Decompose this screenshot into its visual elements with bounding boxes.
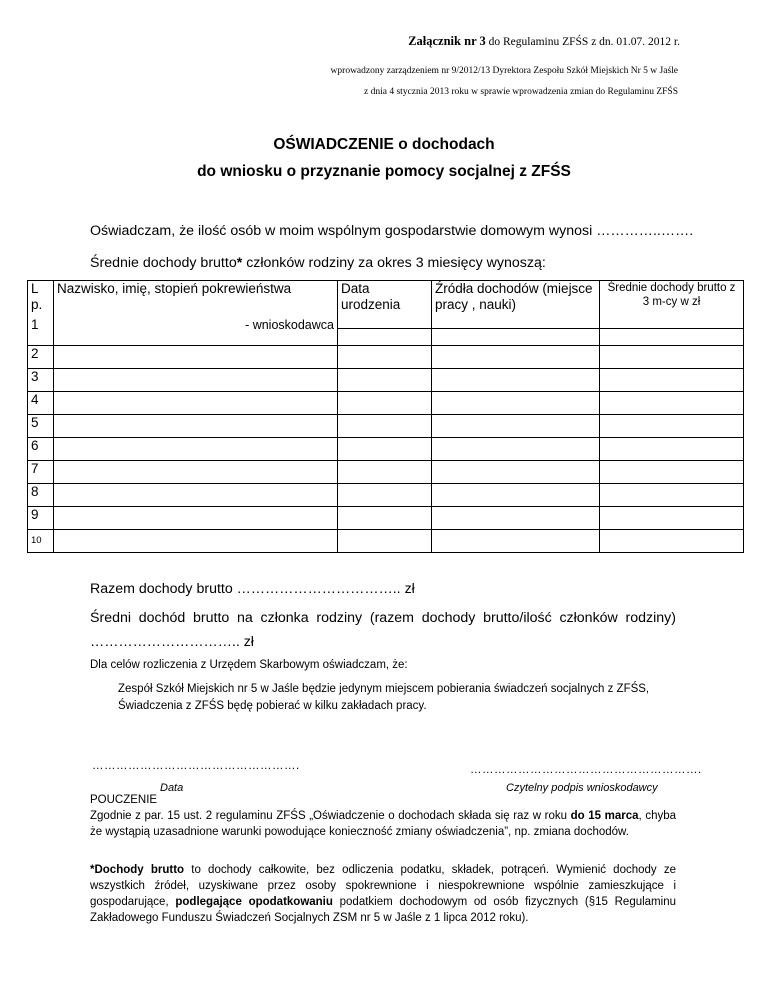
instruction-part2: , chyba że wystąpią uzasadnione warunki powodujące konieczność zmiany oświadczenia”, np. zmiana dochodów.: [90, 810, 677, 838]
average-income-cell[interactable]: [600, 506, 744, 529]
table-row: [28, 368, 744, 391]
income-source-cell[interactable]: [432, 437, 600, 460]
attachment-regulation: do Regulaminu ZFŚS z dn. 01.07. 2012 r.: [485, 36, 680, 48]
footnote: [90, 862, 676, 926]
average-income-cell[interactable]: [600, 483, 744, 506]
name-cell[interactable]: [54, 368, 338, 391]
birth-date-cell[interactable]: [338, 391, 432, 414]
name-cell[interactable]: [54, 345, 338, 368]
header-ordinance: wprowadzony zarządzeniem nr 9/2012/13 Dyrektora Zespołu Szkół Miejskich Nr 5 w Jaśle: [330, 66, 678, 76]
average-income-intro: [90, 255, 546, 271]
document-subtitle: do wniosku o przyznanie pomocy socjalnej z ZFŚS: [197, 163, 571, 180]
row-lp: 8: [28, 483, 54, 506]
table-row: [28, 329, 744, 346]
birth-date-cell[interactable]: [338, 368, 432, 391]
date-signature-line: …………………………………………….: [92, 760, 300, 772]
header-birth-label: Data urodzenia: [341, 281, 401, 312]
row-lp: 10: [28, 529, 54, 552]
table-row: [28, 437, 744, 460]
footnote-part1: to dochody całkowite, bez odliczenia podatku, składek, potrąceń. Wymienić dochody ze wszystkich źródeł, uzyskiwane przez osoby spokrewnione i niespokrewnione wspólnie zamieszkujące i gospodarujące,: [90, 864, 676, 908]
header-lp-label: L p.: [31, 281, 43, 312]
applicant-name-cell[interactable]: [54, 317, 338, 346]
income-source-cell[interactable]: [432, 506, 600, 529]
average-per-member-line: Średni dochód brutto na członka rodziny (razem dochody brutto/ilość członków rodziny): [90, 610, 676, 626]
birth-date-cell[interactable]: [338, 329, 432, 346]
footnote-term: *Dochody brutto: [90, 864, 185, 876]
instruction-text: [90, 808, 676, 840]
average-income-cell[interactable]: [600, 368, 744, 391]
table-row: [28, 483, 744, 506]
average-income-cell[interactable]: [600, 460, 744, 483]
table-row: [28, 529, 744, 552]
birth-date-cell[interactable]: [338, 506, 432, 529]
income-source-cell[interactable]: [432, 345, 600, 368]
row-lp: 7: [28, 460, 54, 483]
birth-date-cell[interactable]: [338, 483, 432, 506]
instruction-title: POUCZENIE: [90, 794, 158, 806]
household-size-statement: Oświadczam, że ilość osób w moim wspólnym gospodarstwie domowym wynosi …………..…….: [90, 223, 694, 239]
row-lp: 9: [28, 506, 54, 529]
benefit-options: [118, 681, 649, 715]
income-source-cell[interactable]: [432, 414, 600, 437]
average-income-cell[interactable]: [600, 529, 744, 552]
birth-date-cell[interactable]: [338, 345, 432, 368]
birth-date-cell[interactable]: [338, 437, 432, 460]
name-cell[interactable]: [54, 529, 338, 552]
row-lp: 2: [28, 345, 54, 368]
income-table: [27, 280, 744, 553]
footnote-taxable: podlegające opodatkowaniu: [175, 896, 333, 908]
average-per-member-value: ………………………….. zł: [90, 634, 254, 650]
name-cell[interactable]: [54, 391, 338, 414]
name-cell[interactable]: [54, 437, 338, 460]
signature-label: Czytelny podpis wnioskodawcy: [506, 782, 658, 794]
average-income-cell[interactable]: [600, 345, 744, 368]
header-birth-date: [338, 281, 432, 329]
applicant-signature-line: ………………………………………………….: [470, 764, 702, 776]
date-label: Data: [160, 782, 184, 794]
birth-date-cell[interactable]: [338, 460, 432, 483]
header-name-label: Nazwisko, imię, stopień pokrewieństwa: [57, 281, 292, 296]
row-lp: 6: [28, 437, 54, 460]
name-cell[interactable]: [54, 506, 338, 529]
table-row: [28, 345, 744, 368]
table-row: [28, 506, 744, 529]
row-lp: 1: [31, 316, 39, 332]
average-income-suffix: członków rodziny za okres 3 miesięcy wynoszą:: [242, 255, 546, 271]
header-date-line: z dnia 4 stycznia 2013 roku w sprawie wprowadzenia zmian do Regulaminu ZFŚS: [364, 87, 678, 97]
header-income-source: [432, 281, 600, 329]
average-income-cell[interactable]: [600, 329, 744, 346]
tax-office-statement: Dla celów rozliczenia z Urzędem Skarbowym oświadczam, że:: [90, 659, 408, 671]
average-income-prefix: Średnie dochody brutto: [90, 255, 237, 271]
income-source-cell[interactable]: [432, 460, 600, 483]
table-row: [28, 414, 744, 437]
option-single-employer: Zespół Szkół Miejskich nr 5 w Jaśle będzie jedynym miejscem pobierania świadczeń socjalnych z ZFŚS,: [118, 683, 650, 695]
birth-date-cell[interactable]: [338, 529, 432, 552]
instruction-part1: Zgodnie z par. 15 ust. 2 regulaminu ZFŚS „Oświadczenie o dochodach składa się raz w roku: [90, 810, 571, 822]
header-average-income: [600, 281, 744, 329]
footnote-part2: podatkiem dochodowym od osób fizycznych (§15 Regulaminu Zakładowego Funduszu Świadczeń Socjalnych ZSM nr 5 w Jaśle z 1 lipca 2012 roku).: [90, 896, 676, 924]
income-source-cell[interactable]: [432, 483, 600, 506]
header-source-label: Źródła dochodów (miejsce pracy , nauki): [435, 281, 593, 312]
instruction-deadline: do 15 marca: [570, 810, 639, 822]
income-source-cell[interactable]: [432, 391, 600, 414]
birth-date-cell[interactable]: [338, 414, 432, 437]
applicant-label: - wnioskodawca: [245, 317, 334, 332]
row-lp: 3: [28, 368, 54, 391]
row-lp: 5: [28, 414, 54, 437]
row-lp-cell: [28, 316, 54, 346]
row-lp: 4: [28, 391, 54, 414]
total-income-line: Razem dochody brutto …………………………….. zł: [90, 581, 415, 597]
footnote-star: *: [236, 255, 243, 271]
income-source-cell[interactable]: [432, 368, 600, 391]
attachment-header: [408, 34, 680, 49]
header-avg-label: Średnie dochody brutto z 3 m-cy w zł: [607, 282, 736, 308]
name-cell[interactable]: [54, 414, 338, 437]
attachment-number: Załącznik nr 3: [408, 34, 486, 48]
average-income-cell[interactable]: [600, 414, 744, 437]
income-source-cell[interactable]: [432, 329, 600, 346]
income-source-cell[interactable]: [432, 529, 600, 552]
name-cell[interactable]: [54, 483, 338, 506]
average-income-cell[interactable]: [600, 391, 744, 414]
average-income-cell[interactable]: [600, 437, 744, 460]
name-cell[interactable]: [54, 460, 338, 483]
option-multiple-employers: Świadczenia z ZFŚS będę pobierać w kilku zakładach pracy.: [118, 700, 427, 712]
table-row: [28, 391, 744, 414]
table-row: [28, 460, 744, 483]
document-title: OŚWIADCZENIE o dochodach: [273, 136, 495, 153]
